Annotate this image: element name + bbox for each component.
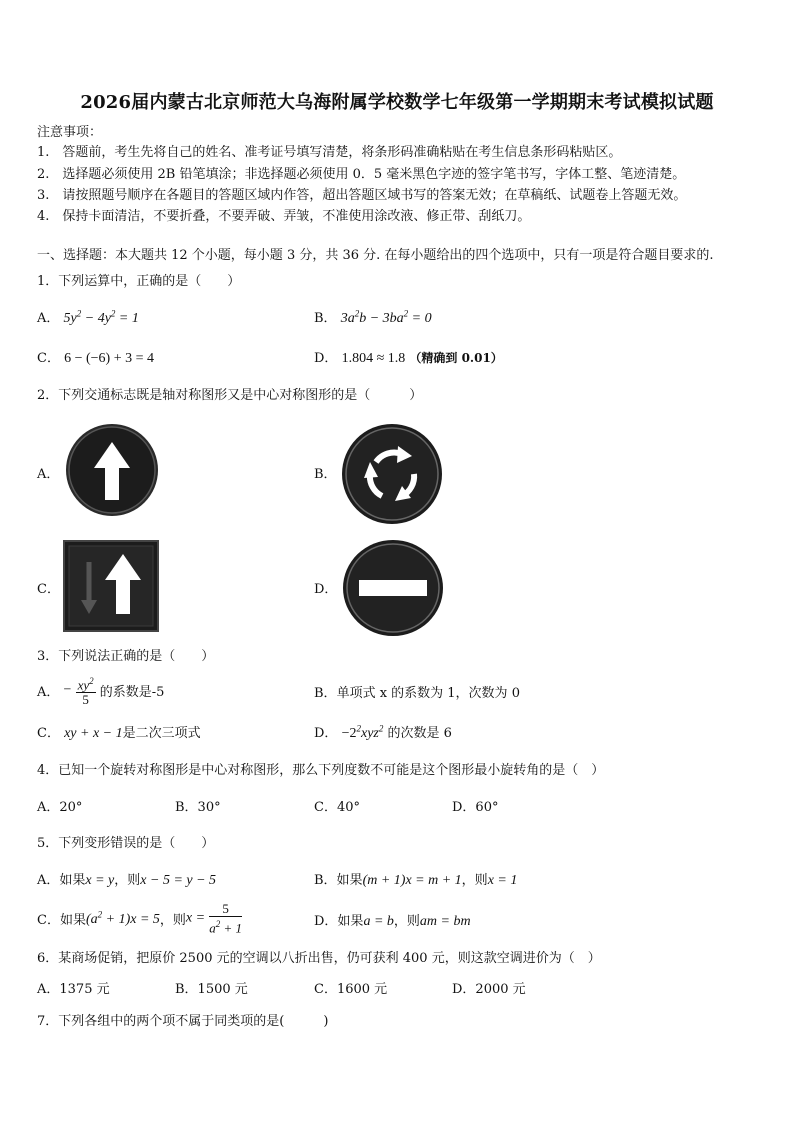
q3-c-math: xy + x − 1 bbox=[64, 726, 123, 741]
q2-option-a-label: A． bbox=[37, 467, 60, 482]
q5-option-c: C．如果$(a^2 + 1)x = 5$，则x = $\frac{5}{a^2 + 1}$ bbox=[37, 901, 243, 936]
q1-b-math: $3a^2b - 3ba^2 = 0$ bbox=[340, 308, 432, 326]
question-4-stem: 4．已知一个旋转对称图形是中心对称图形，那么下列度数不可能是这个图形最小旋转角的是（ ） bbox=[37, 763, 605, 778]
q2-option-c-label: C． bbox=[37, 582, 60, 597]
question-1-stem: 1．下列运算中，正确的是（ ） bbox=[37, 274, 241, 289]
note-item-3: 3. 请按照题号顺序在各题目的答题区域内作答，超出答题区域书写的答案无效；在草稿纸、试题卷上答题无效。 bbox=[37, 188, 687, 203]
note-item-4: 4. 保持卡面清洁，不要折叠，不要弄破、弄皱，不准使用涂改液、修正带、刮纸刀。 bbox=[37, 209, 531, 224]
option-label: B． bbox=[314, 686, 337, 701]
q1-option-c bbox=[37, 347, 154, 367]
page-title: 2026届内蒙古北京师范大乌海附属学校数学七年级第一学期期末考试模拟试题 bbox=[80, 92, 714, 113]
q3-option-a: A． − $\frac{xy^2}{5}$ 的系数是-5 bbox=[37, 676, 165, 708]
option-label: A． bbox=[37, 685, 60, 701]
note-item-1: 1. 答题前，考生先将自己的姓名、准考证号填写清楚，将条形码准确粘贴在考生信息条形码粘贴区。 bbox=[37, 145, 622, 160]
question-6-stem: 6．某商场促销，把原价 2500 元的空调以八折出售，仍可获利 400 元，则这款空调进价为（ ） bbox=[37, 951, 601, 966]
option-label: D． bbox=[314, 351, 338, 366]
question-5-stem: 5．下列变形错误的是（ ） bbox=[37, 836, 215, 851]
q4-option-d: D．60° bbox=[452, 800, 499, 815]
traffic-sign-no-entry-icon bbox=[341, 538, 445, 638]
q1-c-math: 6 − (−6) + 3 = 4 bbox=[64, 351, 154, 366]
q6-option-a: A．1375 元 bbox=[37, 982, 110, 997]
q1-option-a bbox=[37, 307, 139, 327]
traffic-sign-roundabout-icon bbox=[340, 422, 444, 526]
q3-b-text: 单项式 x 的系数为 1，次数为 0 bbox=[336, 686, 520, 701]
q6-option-c: C．1600 元 bbox=[314, 982, 388, 997]
q3-a-fraction: $\frac{xy^2}{5}$ bbox=[77, 676, 94, 708]
q5-option-d: D．如果a = b，则am = bm bbox=[314, 914, 471, 929]
section-heading: 一、选择题：本大题共 12 个小题，每小题 3 分，共 36 分. 在每小题给出的四个选项中，只有一项是符合题目要求的. bbox=[37, 248, 714, 263]
option-label: C． bbox=[37, 351, 60, 366]
q5-c-fraction: $\frac{5}{a^2 + 1}$ bbox=[209, 901, 243, 936]
option-label: D． bbox=[314, 726, 338, 741]
q2-option-b-label: B． bbox=[314, 467, 337, 482]
q1-d-math: 1.804 ≈ 1.8 bbox=[341, 351, 406, 366]
q5-option-b: B．如果(m + 1)x = m + 1，则x = 1 bbox=[314, 873, 518, 888]
option-label: B． bbox=[314, 311, 337, 326]
q2-option-d-label: D． bbox=[314, 582, 338, 597]
q6-option-d: D．2000 元 bbox=[452, 982, 526, 997]
question-2-stem: 2．下列交通标志既是轴对称图形又是中心对称图形的是（ ） bbox=[37, 388, 423, 403]
note-item-2: 2. 选择题必须使用 2B 铅笔填涂；非选择题必须使用 0．5 毫米黑色字迹的签字笔书写，字体工整、笔迹清楚。 bbox=[37, 167, 686, 182]
q4-option-c: C．40° bbox=[314, 800, 360, 815]
q5-option-a: A．如果x = y，则x − 5 = y − 5 bbox=[37, 873, 217, 888]
q1-option-d bbox=[314, 347, 503, 367]
q3-d-text: 的次数是 6 bbox=[387, 726, 452, 741]
notes-heading: 注意事项： bbox=[37, 125, 103, 140]
q4-option-b: B．30° bbox=[175, 800, 221, 815]
traffic-sign-one-way-icon bbox=[63, 540, 159, 632]
q4-option-a: A．20° bbox=[37, 800, 83, 815]
traffic-sign-straight-ahead-icon bbox=[64, 422, 160, 518]
q1-d-note: （精确到 0.01） bbox=[409, 351, 503, 365]
question-7-stem: 7．下列各组中的两个项不属于同类项的是( ) bbox=[37, 1014, 329, 1029]
option-label: C． bbox=[37, 726, 60, 741]
q1-a-math: $5y^2 - 4y^2 = 1$ bbox=[63, 308, 139, 326]
option-label: A． bbox=[37, 311, 60, 326]
q1-option-b bbox=[314, 307, 432, 327]
q3-d-math: $-2^2xyz^2$ bbox=[341, 723, 384, 741]
q3-option-c bbox=[37, 722, 201, 742]
q3-a-text: 的系数是-5 bbox=[99, 685, 165, 701]
question-3-stem: 3．下列说法正确的是（ ） bbox=[37, 649, 215, 664]
q3-option-d bbox=[314, 722, 452, 742]
q3-option-b bbox=[314, 682, 520, 701]
q3-c-text: 是二次三项式 bbox=[122, 726, 201, 741]
q6-option-b: B．1500 元 bbox=[175, 982, 248, 997]
